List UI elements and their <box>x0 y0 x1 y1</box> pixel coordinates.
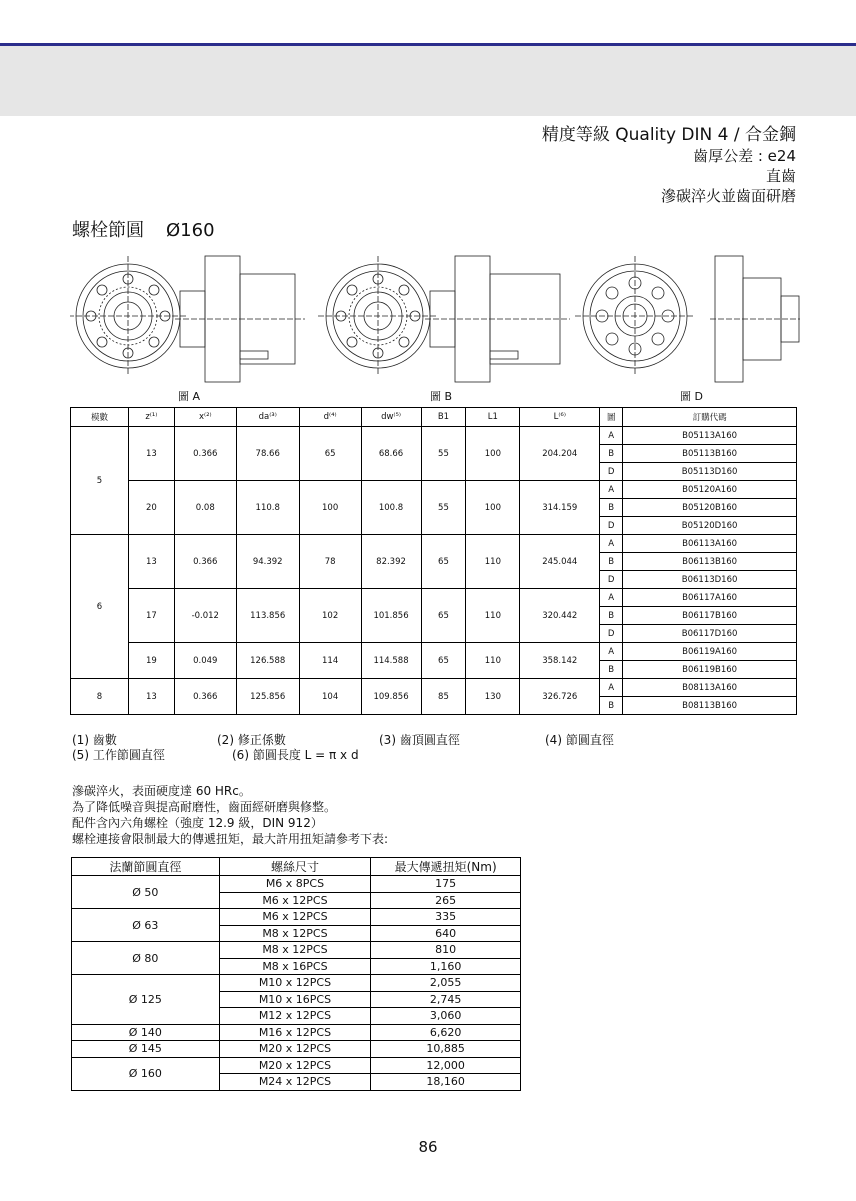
figure-cell: B <box>600 553 623 571</box>
screw-size-cell: M8 x 12PCS <box>219 925 371 942</box>
screw-size-cell: M6 x 8PCS <box>219 876 371 893</box>
correction-cell: 0.049 <box>174 643 236 679</box>
screw-size-cell: M10 x 16PCS <box>219 991 371 1008</box>
desc-line-3: 配件含內六角螺栓（強度 12.9 級，DIN 912） <box>72 816 323 830</box>
order-code-cell: B05113B160 <box>623 445 797 463</box>
order-code-cell: B05113A160 <box>623 427 797 445</box>
spec-header-cell: d⁽⁴⁾ <box>299 408 361 427</box>
torque-row <box>72 909 521 926</box>
length-cell: 245.044 <box>520 535 600 589</box>
spec-row <box>71 535 797 553</box>
order-code-cell: B06117A160 <box>623 589 797 607</box>
screw-size-cell: M8 x 16PCS <box>219 958 371 975</box>
pitch-diameter-cell: 78 <box>299 535 361 589</box>
desc-line-2: 為了降低噪音與提高耐磨性，齒面經研磨與修整。 <box>72 800 337 814</box>
fig-d-side-view <box>710 256 800 382</box>
order-code-cell: B08113A160 <box>623 679 797 697</box>
figure-cell: A <box>600 589 623 607</box>
order-code-cell: B06113A160 <box>623 535 797 553</box>
figure-cell: B <box>600 499 623 517</box>
fig-d-label: 圖 D <box>680 390 703 403</box>
screw-size-cell: M24 x 12PCS <box>219 1074 371 1091</box>
order-code-cell: B06119A160 <box>623 643 797 661</box>
max-torque-cell: 6,620 <box>371 1024 521 1041</box>
order-code-cell: B05120A160 <box>623 481 797 499</box>
l1-cell: 110 <box>466 589 520 643</box>
flange-diameter-cell: Ø 145 <box>72 1041 220 1058</box>
spec-header-cell: da⁽³⁾ <box>236 408 299 427</box>
tip-diameter-cell: 78.66 <box>236 427 299 481</box>
order-code-cell: B06113B160 <box>623 553 797 571</box>
spec-header-cell: x⁽²⁾ <box>174 408 236 427</box>
bolt-circle-value: Ø160 <box>166 220 215 241</box>
spec-header-cell: 圖 <box>600 408 623 427</box>
fig-a-front-view <box>70 256 188 376</box>
fig-b-label: 圖 B <box>430 390 453 403</box>
footnote-1: (1) 齒數 <box>72 733 117 747</box>
tip-diameter-cell: 125.856 <box>236 679 299 715</box>
figure-cell: A <box>600 535 623 553</box>
figure-cell: B <box>600 445 623 463</box>
teeth-cell: 13 <box>128 535 174 589</box>
tolerance-line: 齒厚公差 : e24 <box>693 147 796 165</box>
screw-size-cell: M20 x 12PCS <box>219 1057 371 1074</box>
working-diameter-cell: 68.66 <box>361 427 421 481</box>
spec-header-cell: dw⁽⁵⁾ <box>361 408 421 427</box>
spec-header-cell: L⁽⁶⁾ <box>520 408 600 427</box>
order-code-cell: B06113D160 <box>623 571 797 589</box>
torque-row <box>72 876 521 893</box>
spec-header-cell: 訂購代碼 <box>623 408 797 427</box>
screw-size-cell: M10 x 12PCS <box>219 975 371 992</box>
spec-header-cell: B1 <box>421 408 466 427</box>
max-torque-cell: 12,000 <box>371 1057 521 1074</box>
pitch-diameter-cell: 100 <box>299 481 361 535</box>
screw-size-cell: M6 x 12PCS <box>219 909 371 926</box>
b1-cell: 65 <box>421 535 466 589</box>
screw-size-cell: M12 x 12PCS <box>219 1008 371 1025</box>
figure-cell: D <box>600 517 623 535</box>
working-diameter-cell: 100.8 <box>361 481 421 535</box>
pitch-diameter-cell: 104 <box>299 679 361 715</box>
description <box>72 783 388 847</box>
tooth-type-line: 直齒 <box>765 167 796 185</box>
l1-cell: 110 <box>466 643 520 679</box>
torque-row <box>72 942 521 959</box>
max-torque-cell: 175 <box>371 876 521 893</box>
teeth-cell: 13 <box>128 427 174 481</box>
footnotes <box>72 733 614 763</box>
screw-size-cell: M16 x 12PCS <box>219 1024 371 1041</box>
page-number: 86 <box>418 1138 438 1156</box>
l1-cell: 110 <box>466 535 520 589</box>
module-cell: 5 <box>71 427 129 535</box>
fig-a-label: 圖 A <box>178 390 201 403</box>
max-torque-cell: 265 <box>371 892 521 909</box>
figure-cell: D <box>600 625 623 643</box>
b1-cell: 65 <box>421 643 466 679</box>
footnote-5: (5) 工作節圓直徑 <box>72 748 165 762</box>
spec-row <box>71 427 797 445</box>
fig-b-side-view <box>425 256 570 382</box>
figure-cell: A <box>600 427 623 445</box>
treatment-line: 滲碳淬火並齒面研磨 <box>660 187 796 205</box>
torque-table <box>71 857 521 1091</box>
quality-title: 精度等級 Quality DIN 4 / 合金鋼 <box>541 125 796 145</box>
footnote-4: (4) 節圓直徑 <box>545 733 614 747</box>
torque-row <box>72 1041 521 1058</box>
flange-diameter-cell: Ø 125 <box>72 975 220 1025</box>
max-torque-cell: 810 <box>371 942 521 959</box>
torque-header-cell: 最大傳遞扭矩(Nm) <box>371 858 521 876</box>
torque-row <box>72 975 521 992</box>
correction-cell: -0.012 <box>174 589 236 643</box>
spec-row <box>71 481 797 499</box>
pitch-diameter-cell: 114 <box>299 643 361 679</box>
b1-cell: 85 <box>421 679 466 715</box>
desc-line-1: 滲碳淬火，表面硬度達 60 HRc。 <box>72 784 251 798</box>
tip-diameter-cell: 113.856 <box>236 589 299 643</box>
max-torque-cell: 18,160 <box>371 1074 521 1091</box>
spec-row <box>71 679 797 697</box>
pitch-diameter-cell: 65 <box>299 427 361 481</box>
teeth-cell: 19 <box>128 643 174 679</box>
order-code-cell: B06119B160 <box>623 661 797 679</box>
spec-header-cell: z⁽¹⁾ <box>128 408 174 427</box>
footnote-3: (3) 齒頂圓直徑 <box>379 733 460 747</box>
b1-cell: 55 <box>421 481 466 535</box>
order-code-cell: B05120B160 <box>623 499 797 517</box>
figure-cell: A <box>600 643 623 661</box>
length-cell: 326.726 <box>520 679 600 715</box>
l1-cell: 100 <box>466 427 520 481</box>
pitch-diameter-cell: 102 <box>299 589 361 643</box>
flange-diameter-cell: Ø 50 <box>72 876 220 909</box>
max-torque-cell: 335 <box>371 909 521 926</box>
screw-size-cell: M8 x 12PCS <box>219 942 371 959</box>
teeth-cell: 20 <box>128 481 174 535</box>
header-band <box>0 46 856 116</box>
max-torque-cell: 10,885 <box>371 1041 521 1058</box>
flange-diameter-cell: Ø 63 <box>72 909 220 942</box>
max-torque-cell: 2,745 <box>371 991 521 1008</box>
torque-row <box>72 1024 521 1041</box>
flange-diameter-cell: Ø 80 <box>72 942 220 975</box>
tip-diameter-cell: 126.588 <box>236 643 299 679</box>
order-code-cell: B05113D160 <box>623 463 797 481</box>
figure-cell: B <box>600 697 623 715</box>
teeth-cell: 13 <box>128 679 174 715</box>
page-heading <box>542 124 796 206</box>
fig-a-side-view <box>175 256 305 382</box>
tip-diameter-cell: 110.8 <box>236 481 299 535</box>
correction-cell: 0.366 <box>174 535 236 589</box>
torque-header-cell: 螺絲尺寸 <box>219 858 371 876</box>
torque-header-row <box>72 858 521 876</box>
l1-cell: 130 <box>466 679 520 715</box>
order-code-cell: B06117B160 <box>623 607 797 625</box>
tip-diameter-cell: 94.392 <box>236 535 299 589</box>
footnote-6: (6) 節圓長度 L = π x d <box>232 748 359 762</box>
length-cell: 314.159 <box>520 481 600 535</box>
flange-diameter-cell: Ø 160 <box>72 1057 220 1090</box>
max-torque-cell: 640 <box>371 925 521 942</box>
working-diameter-cell: 114.588 <box>361 643 421 679</box>
spec-table <box>70 407 797 715</box>
spec-header-cell: L1 <box>466 408 520 427</box>
spec-header-cell: 模數 <box>71 408 129 427</box>
max-torque-cell: 1,160 <box>371 958 521 975</box>
spec-row <box>71 643 797 661</box>
footnote-2: (2) 修正係數 <box>217 733 286 747</box>
working-diameter-cell: 109.856 <box>361 679 421 715</box>
torque-header-cell: 法蘭節圓直徑 <box>72 858 220 876</box>
length-cell: 204.204 <box>520 427 600 481</box>
module-cell: 8 <box>71 679 129 715</box>
torque-row <box>72 1057 521 1074</box>
correction-cell: 0.366 <box>174 427 236 481</box>
working-diameter-cell: 101.856 <box>361 589 421 643</box>
correction-cell: 0.08 <box>174 481 236 535</box>
max-torque-cell: 2,055 <box>371 975 521 992</box>
correction-cell: 0.366 <box>174 679 236 715</box>
length-cell: 320.442 <box>520 589 600 643</box>
figure-cell: A <box>600 679 623 697</box>
working-diameter-cell: 82.392 <box>361 535 421 589</box>
figure-cell: D <box>600 571 623 589</box>
b1-cell: 65 <box>421 589 466 643</box>
screw-size-cell: M20 x 12PCS <box>219 1041 371 1058</box>
l1-cell: 100 <box>466 481 520 535</box>
spec-row <box>71 589 797 607</box>
figure-cell: B <box>600 607 623 625</box>
spec-header-row <box>71 408 797 427</box>
figure-cell: D <box>600 463 623 481</box>
fig-d-front-view <box>575 256 695 376</box>
screw-size-cell: M6 x 12PCS <box>219 892 371 909</box>
b1-cell: 55 <box>421 427 466 481</box>
gear-drawings <box>70 238 800 388</box>
module-cell: 6 <box>71 535 129 679</box>
length-cell: 358.142 <box>520 643 600 679</box>
desc-line-4: 螺栓連接會限制最大的傳遞扭矩，最大許用扭矩請參考下表: <box>72 832 389 846</box>
fig-b-front-view <box>318 256 438 376</box>
bolt-circle-label: 螺栓節圓 <box>72 220 144 241</box>
teeth-cell: 17 <box>128 589 174 643</box>
figure-cell: B <box>600 661 623 679</box>
order-code-cell: B06117D160 <box>623 625 797 643</box>
max-torque-cell: 3,060 <box>371 1008 521 1025</box>
order-code-cell: B05120D160 <box>623 517 797 535</box>
figure-cell: A <box>600 481 623 499</box>
flange-diameter-cell: Ø 140 <box>72 1024 220 1041</box>
order-code-cell: B08113B160 <box>623 697 797 715</box>
